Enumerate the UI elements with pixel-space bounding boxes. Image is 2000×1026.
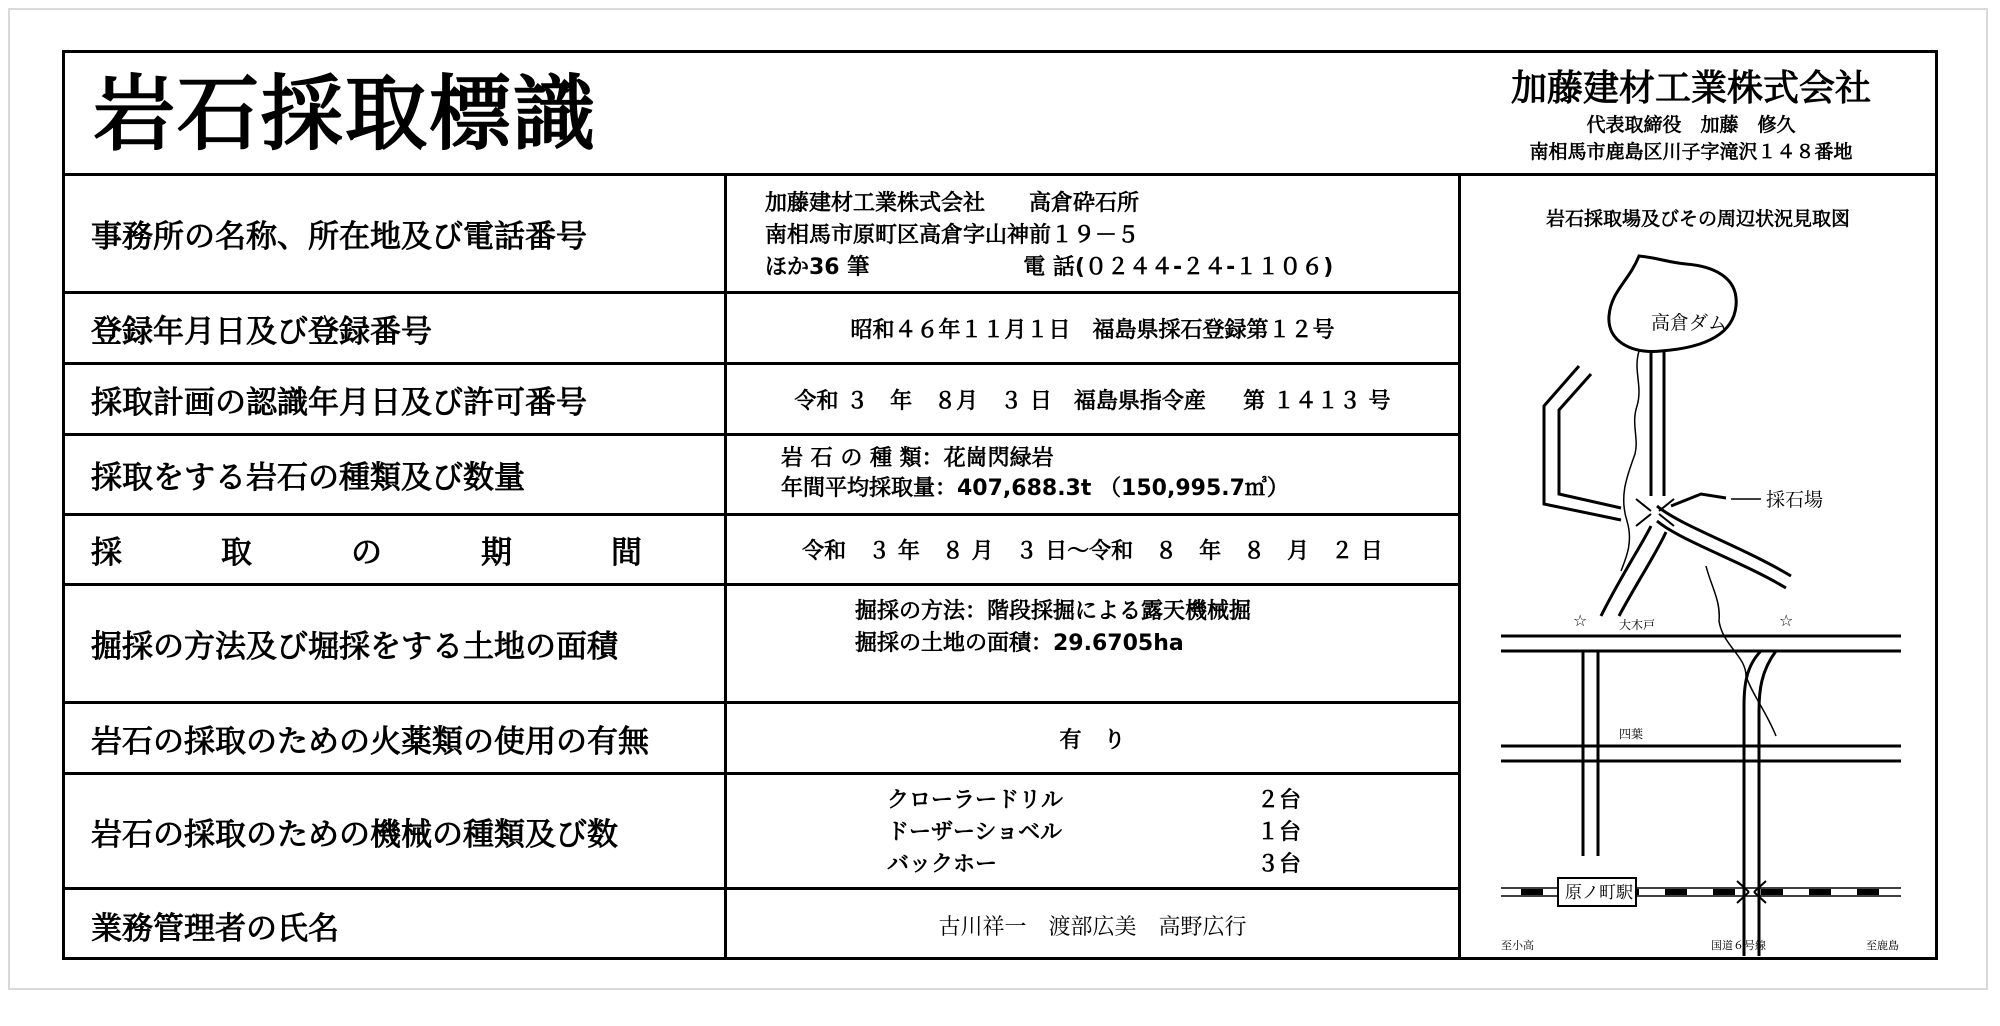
representative: 代表取締役 加藤 修久: [1586, 114, 1796, 136]
row-value: [727, 775, 1458, 887]
row-label: 採取計画の認識年月日及び許可番号: [65, 365, 727, 433]
sign-header: [65, 53, 1935, 176]
mining-method: 掘採の方法：階段採掘による露天機械掘: [855, 599, 1252, 624]
row-office: [65, 176, 1458, 294]
office-phone: ほか36 筆 電 話(０２４４-２４-１１０６): [765, 255, 1334, 280]
to-kashima-label: 至鹿島: [1866, 939, 1899, 952]
company-address: 南相馬市鹿島区川子字滝沢１４８番地: [1529, 141, 1853, 163]
map-title: 岩石採取場及びその周辺状況見取図: [1545, 208, 1850, 230]
quarry-label: 採石場: [1766, 489, 1824, 511]
row-label: 業務管理者の氏名: [65, 890, 727, 960]
machine-row: [887, 785, 1307, 817]
rock-type: 岩 石 の 種 類：花崗閃緑岩: [781, 446, 1054, 471]
row-value: 令和 ３ 年 ８ 月 ３ 日～令和 ８ 年 ８ 月 ２ 日: [802, 539, 1383, 564]
row-method: [65, 586, 1458, 704]
machine-name: ドーザーショベル: [887, 820, 1063, 845]
office-name: 加藤建材工業株式会社 高倉砕石所: [765, 191, 1140, 216]
quarry-sign: [62, 50, 1938, 960]
sign-title: 岩石採取標識: [93, 67, 598, 162]
row-permit: [65, 365, 1458, 436]
machine-count: ２台: [1257, 788, 1302, 813]
row-label: 登録年月日及び登録番号: [65, 294, 727, 362]
mining-area: 掘採の土地の面積：29.6705ha: [855, 631, 1184, 656]
row-value: [727, 436, 1458, 513]
row-value: 古川祥一 渡部広美 高野広行: [938, 914, 1247, 940]
town-roads: [1501, 636, 1901, 956]
machine-count: １台: [1257, 820, 1302, 845]
machine-row: [887, 817, 1307, 849]
okido-label: 大木戸: [1619, 618, 1656, 632]
row-explosives: [65, 704, 1458, 775]
machine-row: [887, 849, 1307, 881]
site-map: [1461, 176, 1941, 956]
machine-name: バックホー: [887, 852, 998, 877]
site-map-panel: [1458, 176, 1935, 957]
mountain-roads: [1544, 351, 1791, 616]
office-address: 南相馬市原町区高倉字山神前１９－５: [765, 223, 1140, 248]
row-value: [727, 586, 1458, 701]
row-machines: [65, 775, 1458, 890]
row-rock-type: [65, 436, 1458, 516]
row-value: 令和 ３ 年 ８月 ３ 日 福島県指令産 第 １４１３ 号: [794, 388, 1391, 414]
row-period: [65, 516, 1458, 586]
row-label: 岩石の採取のための機械の種類及び数: [65, 775, 727, 887]
yotsuba-label: 四葉: [1619, 727, 1644, 741]
row-value: [727, 176, 1458, 291]
dam-outline: [1609, 256, 1736, 351]
row-managers: [65, 890, 1458, 960]
machine-count: ３台: [1257, 852, 1302, 877]
shrine-mark-2: ☆: [1779, 611, 1794, 630]
row-registration: [65, 294, 1458, 365]
machine-name: クローラードリル: [887, 788, 1064, 813]
company-name: 加藤建材工業株式会社: [1510, 68, 1871, 109]
dam-label: 高倉ダム: [1651, 312, 1728, 334]
row-label: 採 取 の 期 間: [65, 516, 727, 583]
row-label: 採取をする岩石の種類及び数量: [65, 436, 727, 513]
shrine-mark-1: ☆: [1573, 611, 1588, 630]
annual-volume: 年間平均採取量：407,688.3t （150,995.7㎥）: [781, 476, 1289, 501]
row-label: 岩石の採取のための火薬類の使用の有無: [65, 704, 727, 772]
row-value: 有 り: [1059, 727, 1126, 753]
row-label: 事務所の名称、所在地及び電話番号: [65, 176, 727, 291]
station-label: 原ノ町駅: [1565, 883, 1633, 903]
row-value: 昭和４６年１１月１日 福島県採石登録第１２号: [850, 317, 1335, 343]
company-block: [1471, 67, 1911, 165]
to-odaka-label: 至小高: [1501, 939, 1534, 952]
route6-label: 国道６号線: [1711, 939, 1766, 952]
river: [1621, 351, 1639, 571]
row-label: 掘採の方法及び堀採をする土地の面積: [65, 586, 727, 701]
